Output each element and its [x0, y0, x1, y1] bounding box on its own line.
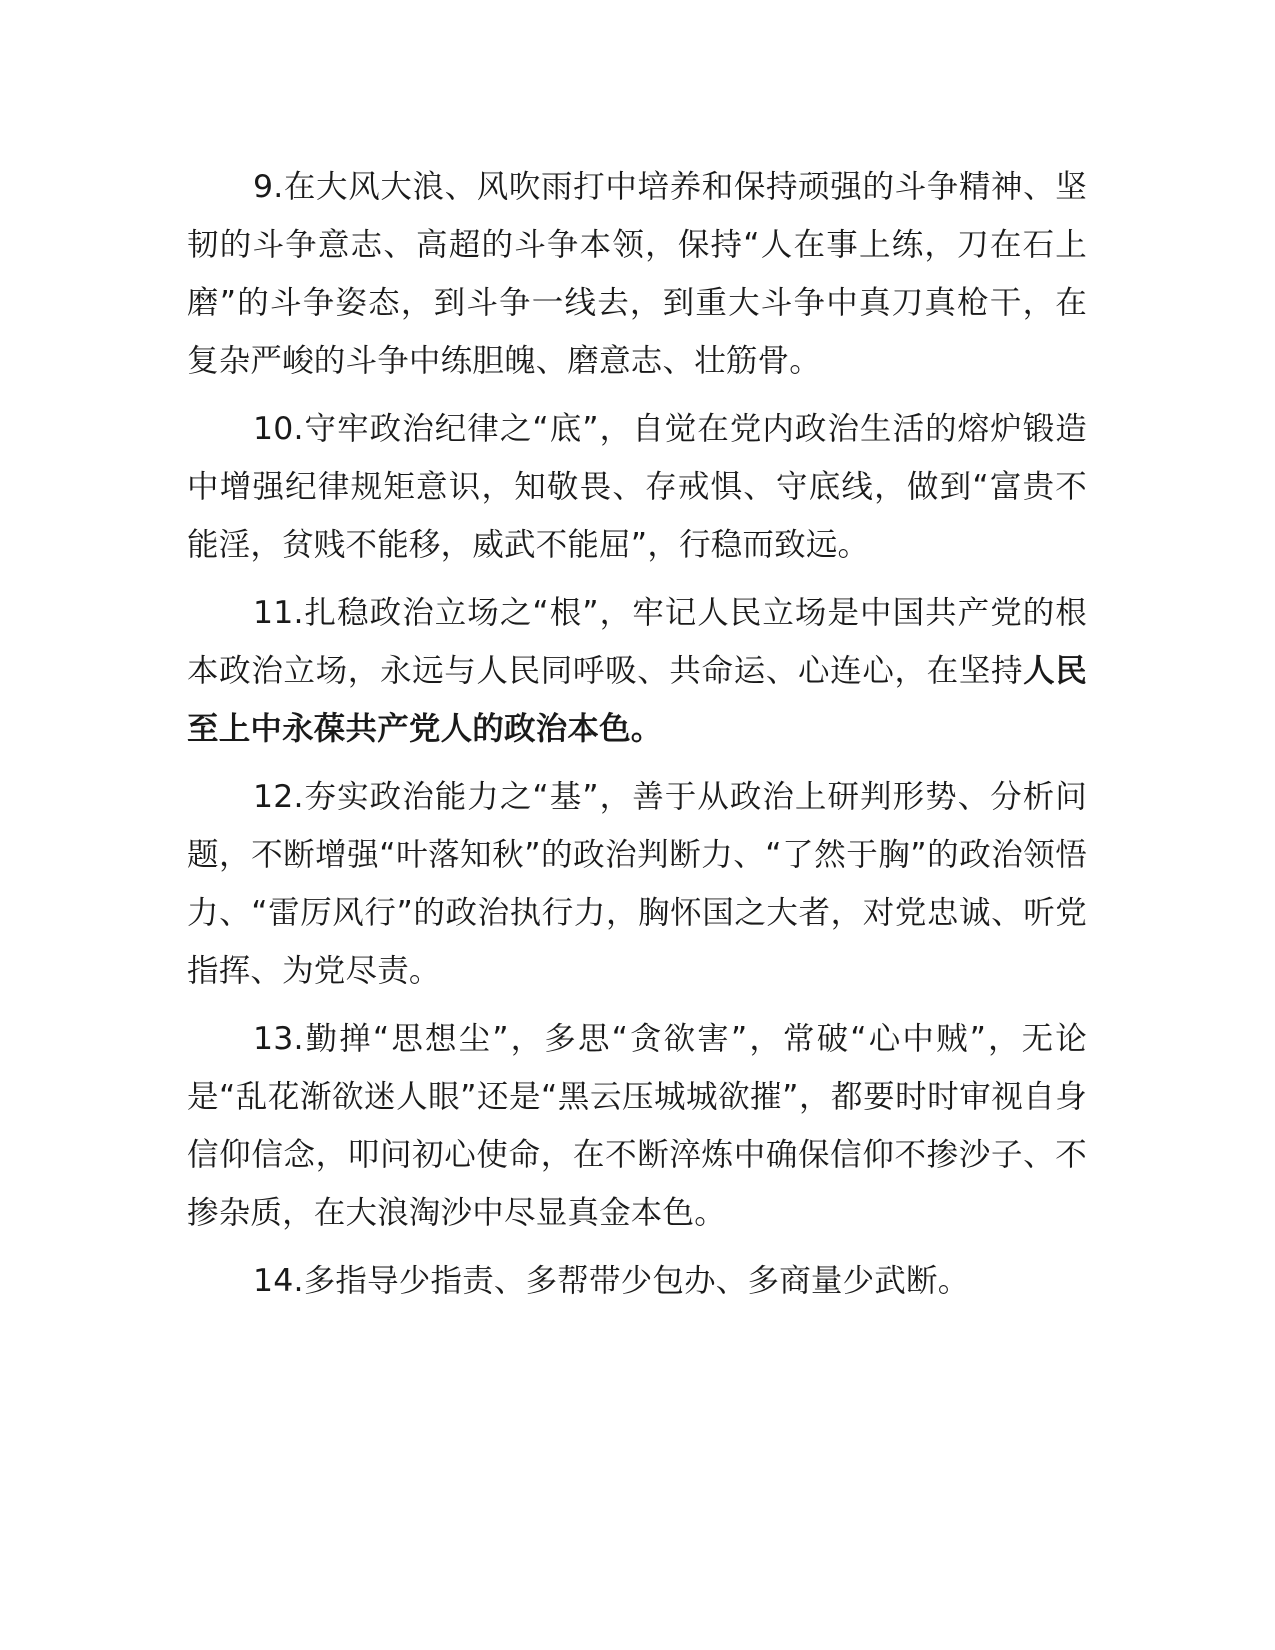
paragraph-text: 多指导少指责、多帮带少包办、多商量少武断。 [303, 1263, 970, 1299]
paragraph-9 [187, 158, 1087, 390]
paragraph-text: 守牢政治纪律之“底”，自觉在党内政治生活的熔炉锻造中增强纪律规矩意识，知敬畏、存戒惧、守底线，做到“富贵不能淫，贫贱不能移，威武不能屈”，行稳而致远。 [187, 411, 1087, 563]
paragraph-text: 扎稳政治立场之“根”，牢记人民立场是中国共产党的根本政治立场，永远与人民同呼吸、共命运、心连心，在坚持 [187, 595, 1087, 689]
paragraph-11 [187, 584, 1087, 758]
paragraph-number: 10. [253, 411, 304, 447]
paragraph-10 [187, 400, 1087, 574]
paragraph-number: 14. [253, 1263, 304, 1299]
paragraph-13 [187, 1010, 1087, 1242]
paragraph-number: 9. [253, 169, 284, 205]
paragraph-text: 勤掸“思想尘”，多思“贪欲害”，常破“心中贼”，无论是“乱花渐欲迷人眼”还是“黑云压城城欲摧”，都要时时审视自身信仰信念，叩问初心使命，在不断淬炼中确保信仰不掺沙子、不掺杂质，在大浪淘沙中尽显真金本色。 [187, 1021, 1087, 1231]
paragraph-number: 11. [253, 595, 304, 631]
paragraph-14 [187, 1252, 1087, 1310]
paragraph-number: 12. [253, 779, 304, 815]
paragraph-number: 13. [253, 1021, 304, 1057]
paragraph-text: 在大风大浪、风吹雨打中培养和保持顽强的斗争精神、坚韧的斗争意志、高超的斗争本领，保持“人在事上练，刀在石上磨”的斗争姿态，到斗争一线去，到重大斗争中真刀真枪干，在复杂严峻的斗争中练胆魄、磨意志、壮筋骨。 [187, 169, 1087, 379]
paragraph-text: 夯实政治能力之“基”，善于从政治上研判形势、分析问题，不断增强“叶落知秋”的政治判断力、“了然于胸”的政治领悟力、“雷厉风行”的政治执行力，胸怀国之大者，对党忠诚、听党指挥、为党尽责。 [187, 779, 1087, 989]
paragraph-text-bold: 人民至上中永葆共产党人的政治本色。 [187, 653, 1087, 747]
paragraph-12 [187, 768, 1087, 1000]
document-body [187, 158, 1087, 1320]
